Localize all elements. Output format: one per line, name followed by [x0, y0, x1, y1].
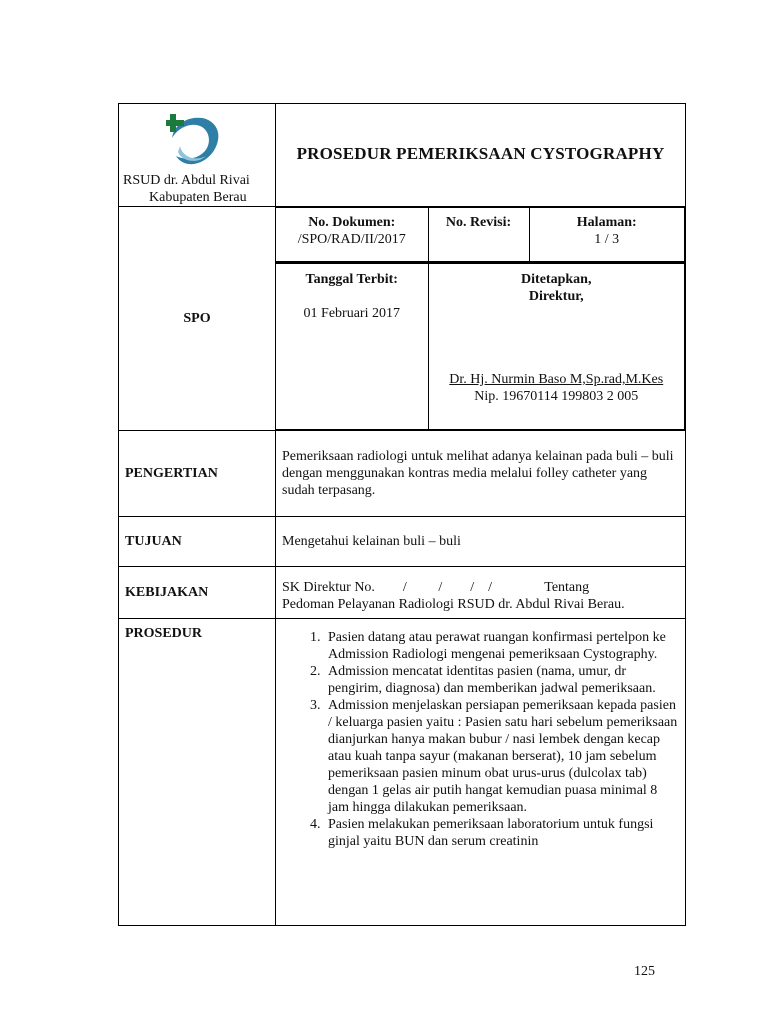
spo-document	[118, 103, 686, 926]
issue-date-cell	[276, 264, 428, 430]
director-title: Direktur,	[528, 289, 584, 304]
hospital-name-line1: RSUD dr. Abdul Rivai	[123, 173, 250, 188]
director-name: Dr. Hj. Nurmin Baso M,Sp.rad,M.Kes	[449, 372, 664, 387]
spo-table	[118, 103, 686, 926]
approved-label: Ditetapkan,	[521, 272, 592, 287]
prosedur-step: 3. Admission menjelaskan persiapan pemeriksaan kepada pasien / keluarga pasien yaitu : Pasien satu hari sebelum pemeriksaan dianjurkan hanya makan bubur / nasi lembek dengan kecap atau kuah tanpa sayur (makanan berserat), 10 jam sebelum pemeriksaan pasien minum obat urus-urus (dulcolax tab) dengan 1 gelas air putih hangat kemudian puasa minimal 8 jam hingga dilakukan pemeriksaan.	[324, 697, 679, 816]
revision-label: No. Revisi:	[445, 215, 512, 230]
doc-number-cell	[276, 208, 428, 262]
hospital-logo-icon	[166, 110, 222, 168]
doc-number-label: No. Dokumen:	[308, 215, 396, 230]
issue-date-value: 01 Februari 2017	[303, 306, 400, 321]
pengertian-label: PENGERTIAN	[119, 431, 276, 517]
director-nip: Nip. 19670114 199803 2 005	[474, 389, 639, 404]
title-cell	[276, 104, 686, 207]
hospital-cell	[119, 104, 276, 207]
revision-cell	[428, 208, 529, 262]
prosedur-label: PROSEDUR	[119, 619, 276, 926]
kebijakan-line2: Pedoman Pelayanan Radiologi RSUD dr. Abdul Rivai Berau.	[282, 596, 625, 612]
director-signature-block	[429, 371, 685, 405]
prosedur-cell	[276, 619, 686, 926]
doc-number-value: /SPO/RAD/II/2017	[297, 232, 406, 247]
tujuan-label: TUJUAN	[119, 517, 276, 567]
hospital-name	[123, 172, 250, 206]
pengertian-text: Pemeriksaan radiologi untuk melihat adanya kelainan pada buli – buli dengan menggunakan kontras media melalui folley catheter yang sudah terpasang.	[276, 431, 686, 517]
approval-table	[276, 263, 685, 430]
approval-cell	[276, 263, 686, 431]
prosedur-step: 4. Pasien melakukan pemeriksaan laboratorium untuk fungsi ginjal yaitu BUN dan serum creatinin	[324, 816, 679, 850]
doc-info-table	[276, 207, 685, 262]
logo-text: AR	[183, 132, 207, 149]
kebijakan-line1: SK Direktur No. / / / / Tentang	[282, 579, 590, 595]
doc-info-cell	[276, 207, 686, 263]
page-value: 1 / 3	[594, 232, 620, 247]
prosedur-step: 2. Admission mencatat identitas pasien (nama, umur, dr pengirim, diagnosa) dan memberikan jadwal pemeriksaan.	[324, 663, 679, 697]
tujuan-text: Mengetahui kelainan buli – buli	[276, 517, 686, 567]
document-title: PROSEDUR PEMERIKSAAN CYSTOGRAPHY	[296, 143, 665, 163]
kebijakan-label: KEBIJAKAN	[119, 567, 276, 619]
spo-label: SPO	[119, 207, 276, 431]
prosedur-step: 1. Pasien datang atau perawat ruangan konfirmasi pertelpon ke Admission Radiologi mengenai pemeriksaan Cystography.	[324, 629, 679, 663]
director-cell	[428, 264, 685, 430]
prosedur-steps	[276, 629, 679, 850]
page-cell	[529, 208, 685, 262]
hospital-name-line2: Kabupaten Berau	[149, 190, 247, 205]
page-label: Halaman:	[576, 215, 637, 230]
issue-date-label: Tanggal Terbit:	[305, 272, 398, 287]
page-number: 125	[634, 964, 655, 979]
kebijakan-cell	[276, 567, 686, 619]
